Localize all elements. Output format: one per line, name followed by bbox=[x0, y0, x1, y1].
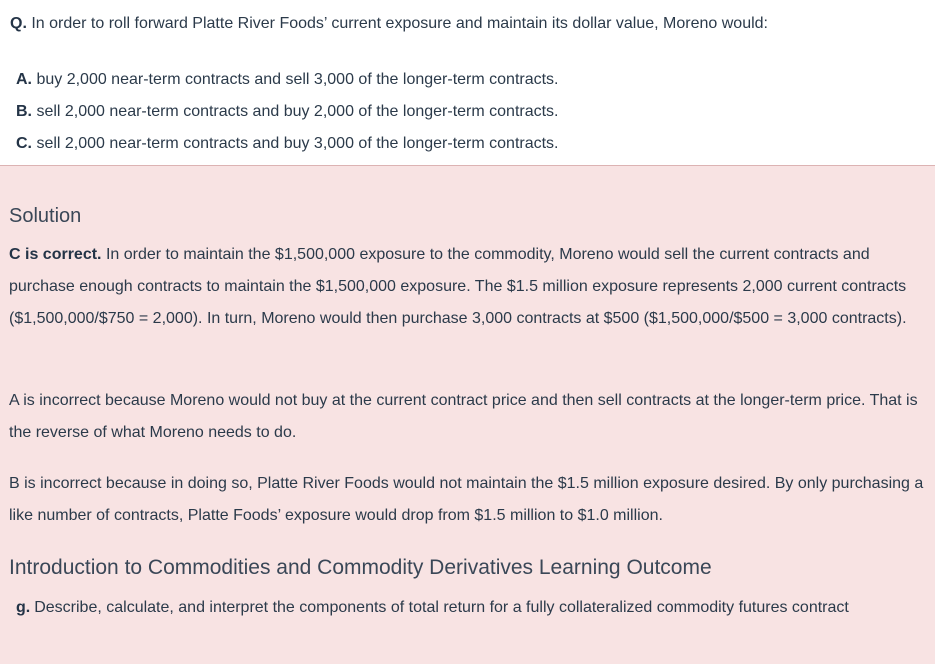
solution-panel bbox=[0, 166, 935, 664]
choice-label: C. bbox=[16, 135, 32, 152]
choice-text: buy 2,000 near-term contracts and sell 3,000 of the longer-term contracts. bbox=[36, 71, 559, 88]
solution-heading: Solution bbox=[9, 205, 82, 227]
choice-text: sell 2,000 near-term contracts and buy 3,000 of the longer-term contracts. bbox=[36, 135, 559, 152]
choice-label: B. bbox=[16, 103, 32, 120]
choice-a[interactable] bbox=[16, 64, 559, 96]
correct-explanation-text: In order to maintain the $1,500,000 exposure to the commodity, Moreno would sell the current contracts and purchase enough contracts to maintain the $1,500,000 exposure. The $1.5 million exposure represents 2,000 current contracts ($1,500,000/$750 = 2,000). In turn, Moreno would then purchase 3,000 contracts at $500 ($1,500,000/$500 = 3,000 contracts). bbox=[9, 246, 907, 327]
answer-choices bbox=[16, 64, 559, 160]
learning-outcome-heading: Introduction to Commodities and Commodity Derivatives Learning Outcome bbox=[9, 556, 712, 579]
learning-outcome-item bbox=[16, 594, 896, 621]
learning-outcome-text: Describe, calculate, and interpret the components of total return for a fully collateralized commodity futures contract bbox=[34, 599, 849, 616]
correct-answer-lead: C is correct. bbox=[9, 246, 102, 263]
learning-outcome-letter: g. bbox=[16, 599, 31, 616]
choice-b[interactable] bbox=[16, 96, 559, 128]
question-block bbox=[0, 0, 935, 166]
correct-explanation bbox=[9, 239, 927, 335]
question-label: Q. bbox=[10, 15, 27, 32]
choice-label: A. bbox=[16, 71, 32, 88]
choice-b-explanation: B is incorrect because in doing so, Platte River Foods would not maintain the $1.5 million exposure desired. By only purchasing a like number of contracts, Platte Foods’ exposure would drop from $1.5 million to $1.0 million. bbox=[9, 475, 924, 524]
choice-a-explanation: A is incorrect because Moreno would not buy at the current contract price and then sell contracts at the longer-term price. That is the reverse of what Moreno needs to do. bbox=[9, 392, 918, 441]
choice-text: sell 2,000 near-term contracts and buy 2,000 of the longer-term contracts. bbox=[36, 103, 559, 120]
question-text: In order to roll forward Platte River Foods’ current exposure and maintain its dollar value, Moreno would: bbox=[31, 15, 768, 32]
choice-c[interactable] bbox=[16, 128, 559, 160]
question-stem bbox=[10, 13, 768, 35]
